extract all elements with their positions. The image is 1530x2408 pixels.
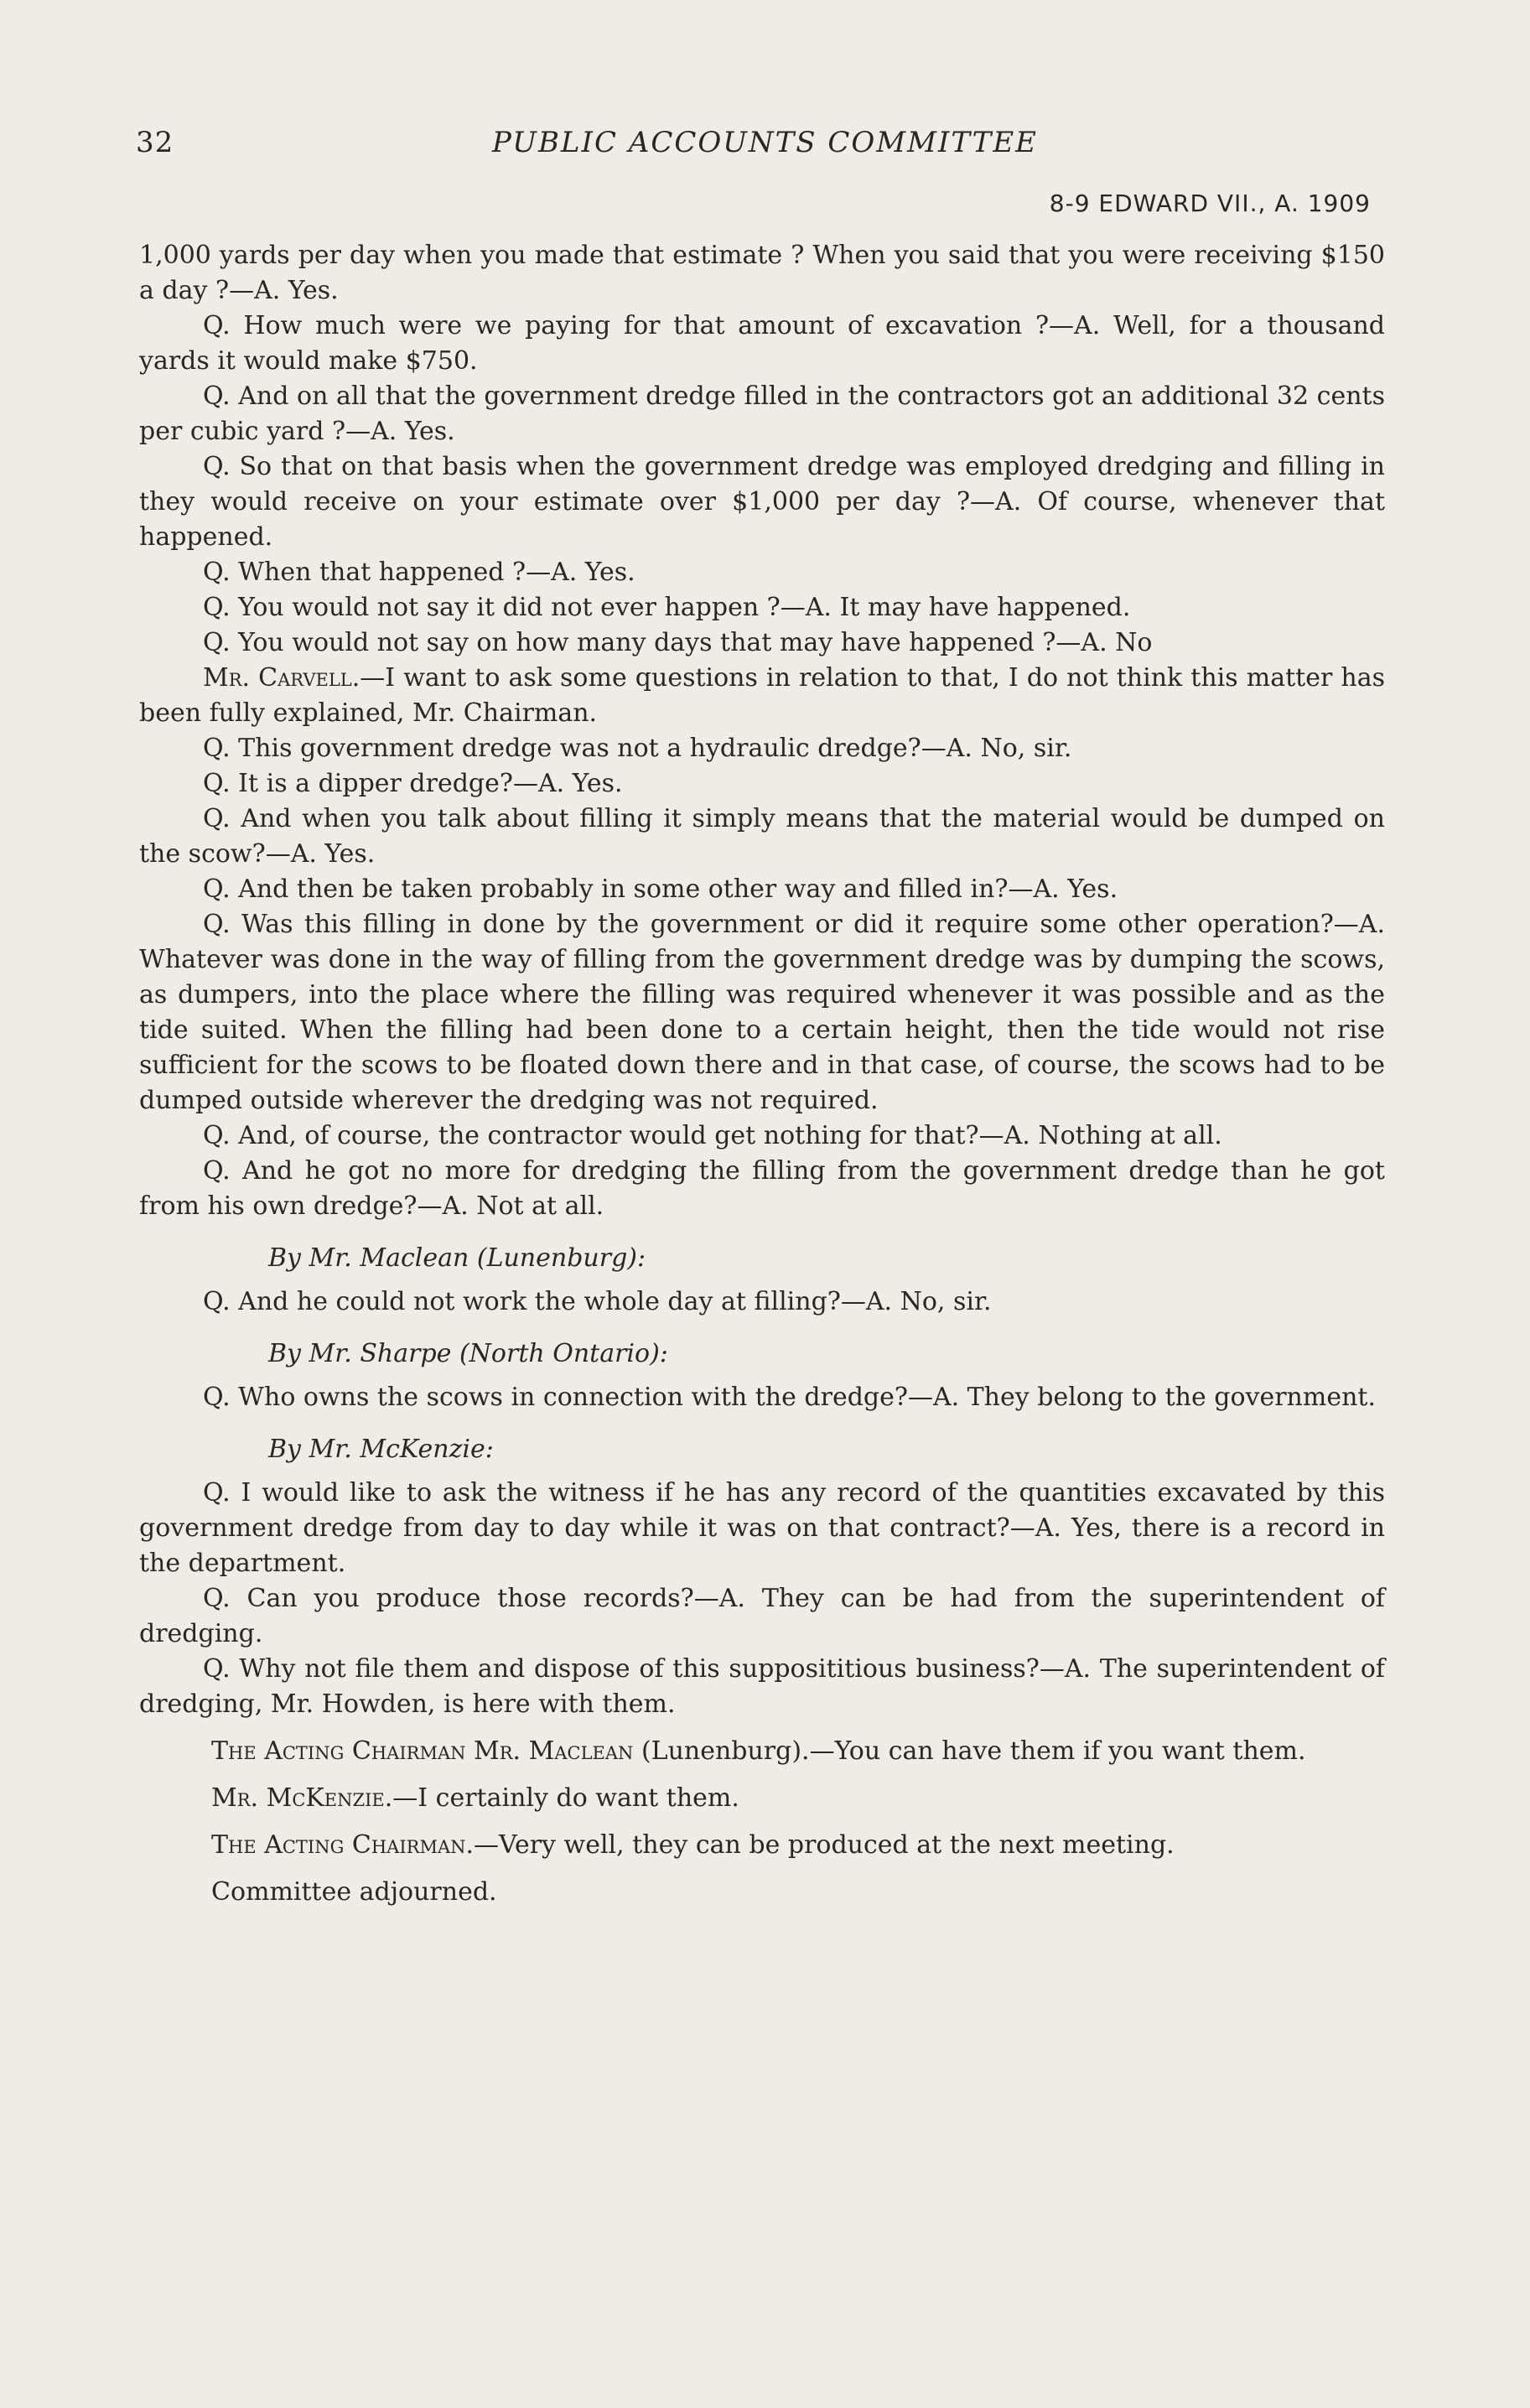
examiner-heading: By Mr. McKenzie: xyxy=(268,1435,494,1464)
examiner-heading: By Mr. Sharpe (North Ontario): xyxy=(268,1339,668,1368)
page-number: 32 xyxy=(136,126,174,159)
paragraph: The Acting Chairman.—Very well, they can be produced at the next meeting. xyxy=(211,1830,1175,1860)
session-label: 8-9 EDWARD VII., A. 1909 xyxy=(1049,189,1371,217)
paragraph: Q. And on all that the government dredge filled in the contractors got an additional 32 cents per cubic yard ?—A. Yes. xyxy=(139,381,1385,446)
paragraph: Mr. McKenzie.—I certainly do want them. xyxy=(211,1783,739,1813)
paragraph: Q. It is a dipper dredge?—A. Yes. xyxy=(203,769,623,798)
running-title: PUBLIC ACCOUNTS COMMITTEE xyxy=(492,126,1038,159)
paragraph: Q. And he could not work the whole day at filling?—A. No, sir. xyxy=(203,1287,992,1316)
paragraph: Q. Can you produce those records?—A. They can be had from the superintendent of dredging. xyxy=(139,1584,1385,1648)
paragraph: Q. I would like to ask the witness if he has any record of the quantities excavated by this government dredge from day to day while it was on that contract?—A. Yes, there is a record in the department. xyxy=(139,1478,1385,1578)
adjournment-note: Committee adjourned. xyxy=(211,1877,497,1907)
paragraph: Q. And when you talk about filling it simply means that the material would be dumped on the scow?—A. Yes. xyxy=(139,804,1385,869)
speaker-name: The Acting Chairman. xyxy=(211,1830,475,1860)
speaker-name: Mr. Carvell. xyxy=(203,663,360,693)
paragraph: Q. Why not file them and dispose of this supposititious business?—A. The superintendent of dredging, Mr. Howden, is here with them. xyxy=(139,1654,1385,1719)
paragraph: Q. Was this filling in done by the government or did it require some other operation?—A. Whatever was done in the way of filling from the government dredge was by dumping the scows, as dumpers, into the place where the filling was required whenever it was possible and as the tide suited. When the filling had been done to a certain height, then the tide would not rise sufficient for the scows to be floated down there and in that case, of course, the scows had to be dumped outside wherever the dredging was not required. xyxy=(139,910,1385,1115)
document-body xyxy=(139,238,1385,1910)
paragraph: Q. Who owns the scows in connection with the dredge?—A. They belong to the government. xyxy=(203,1383,1376,1412)
paragraph: Q. So that on that basis when the government dredge was employed dredging and filling in they would receive on your estimate over $1,000 per day ?—A. Of course, whenever that happened. xyxy=(139,452,1385,552)
paragraph: Q. And then be taken probably in some other way and filled in?—A. Yes. xyxy=(203,874,1118,904)
examiner-heading: By Mr. Maclean (Lunenburg): xyxy=(268,1243,646,1273)
paragraph: 1,000 yards per day when you made that estimate ? When you said that you were receiving $150 a day ?—A. Yes. xyxy=(139,241,1385,305)
speaker-name: Mr. McKenzie. xyxy=(211,1783,393,1813)
paragraph: Q. How much were we paying for that amount of excavation ?—A. Well, for a thousand yards it would make $750. xyxy=(139,311,1385,376)
speaker-name: The Acting Chairman Mr. Maclean xyxy=(211,1736,634,1766)
paragraph: Q. When that happened ?—A. Yes. xyxy=(203,558,635,587)
paragraph: Mr. Carvell.—I want to ask some questions in relation to that, I do not think this matter has been fully explained, Mr. Chairman. xyxy=(139,663,1385,728)
paragraph: Q. You would not say on how many days that may have happened ?—A. No xyxy=(203,628,1153,657)
paragraph: Q. And he got no more for dredging the filling from the government dredge than he got from his own dredge?—A. Not at all. xyxy=(139,1156,1385,1221)
paragraph: Q. This government dredge was not a hydraulic dredge?—A. No, sir. xyxy=(203,734,1072,763)
paragraph: The Acting Chairman Mr. Maclean (Lunenburg).—You can have them if you want them. xyxy=(211,1736,1306,1766)
paragraph: Q. And, of course, the contractor would get nothing for that?—A. Nothing at all. xyxy=(203,1121,1222,1150)
paragraph: Q. You would not say it did not ever happen ?—A. It may have happened. xyxy=(203,593,1131,622)
